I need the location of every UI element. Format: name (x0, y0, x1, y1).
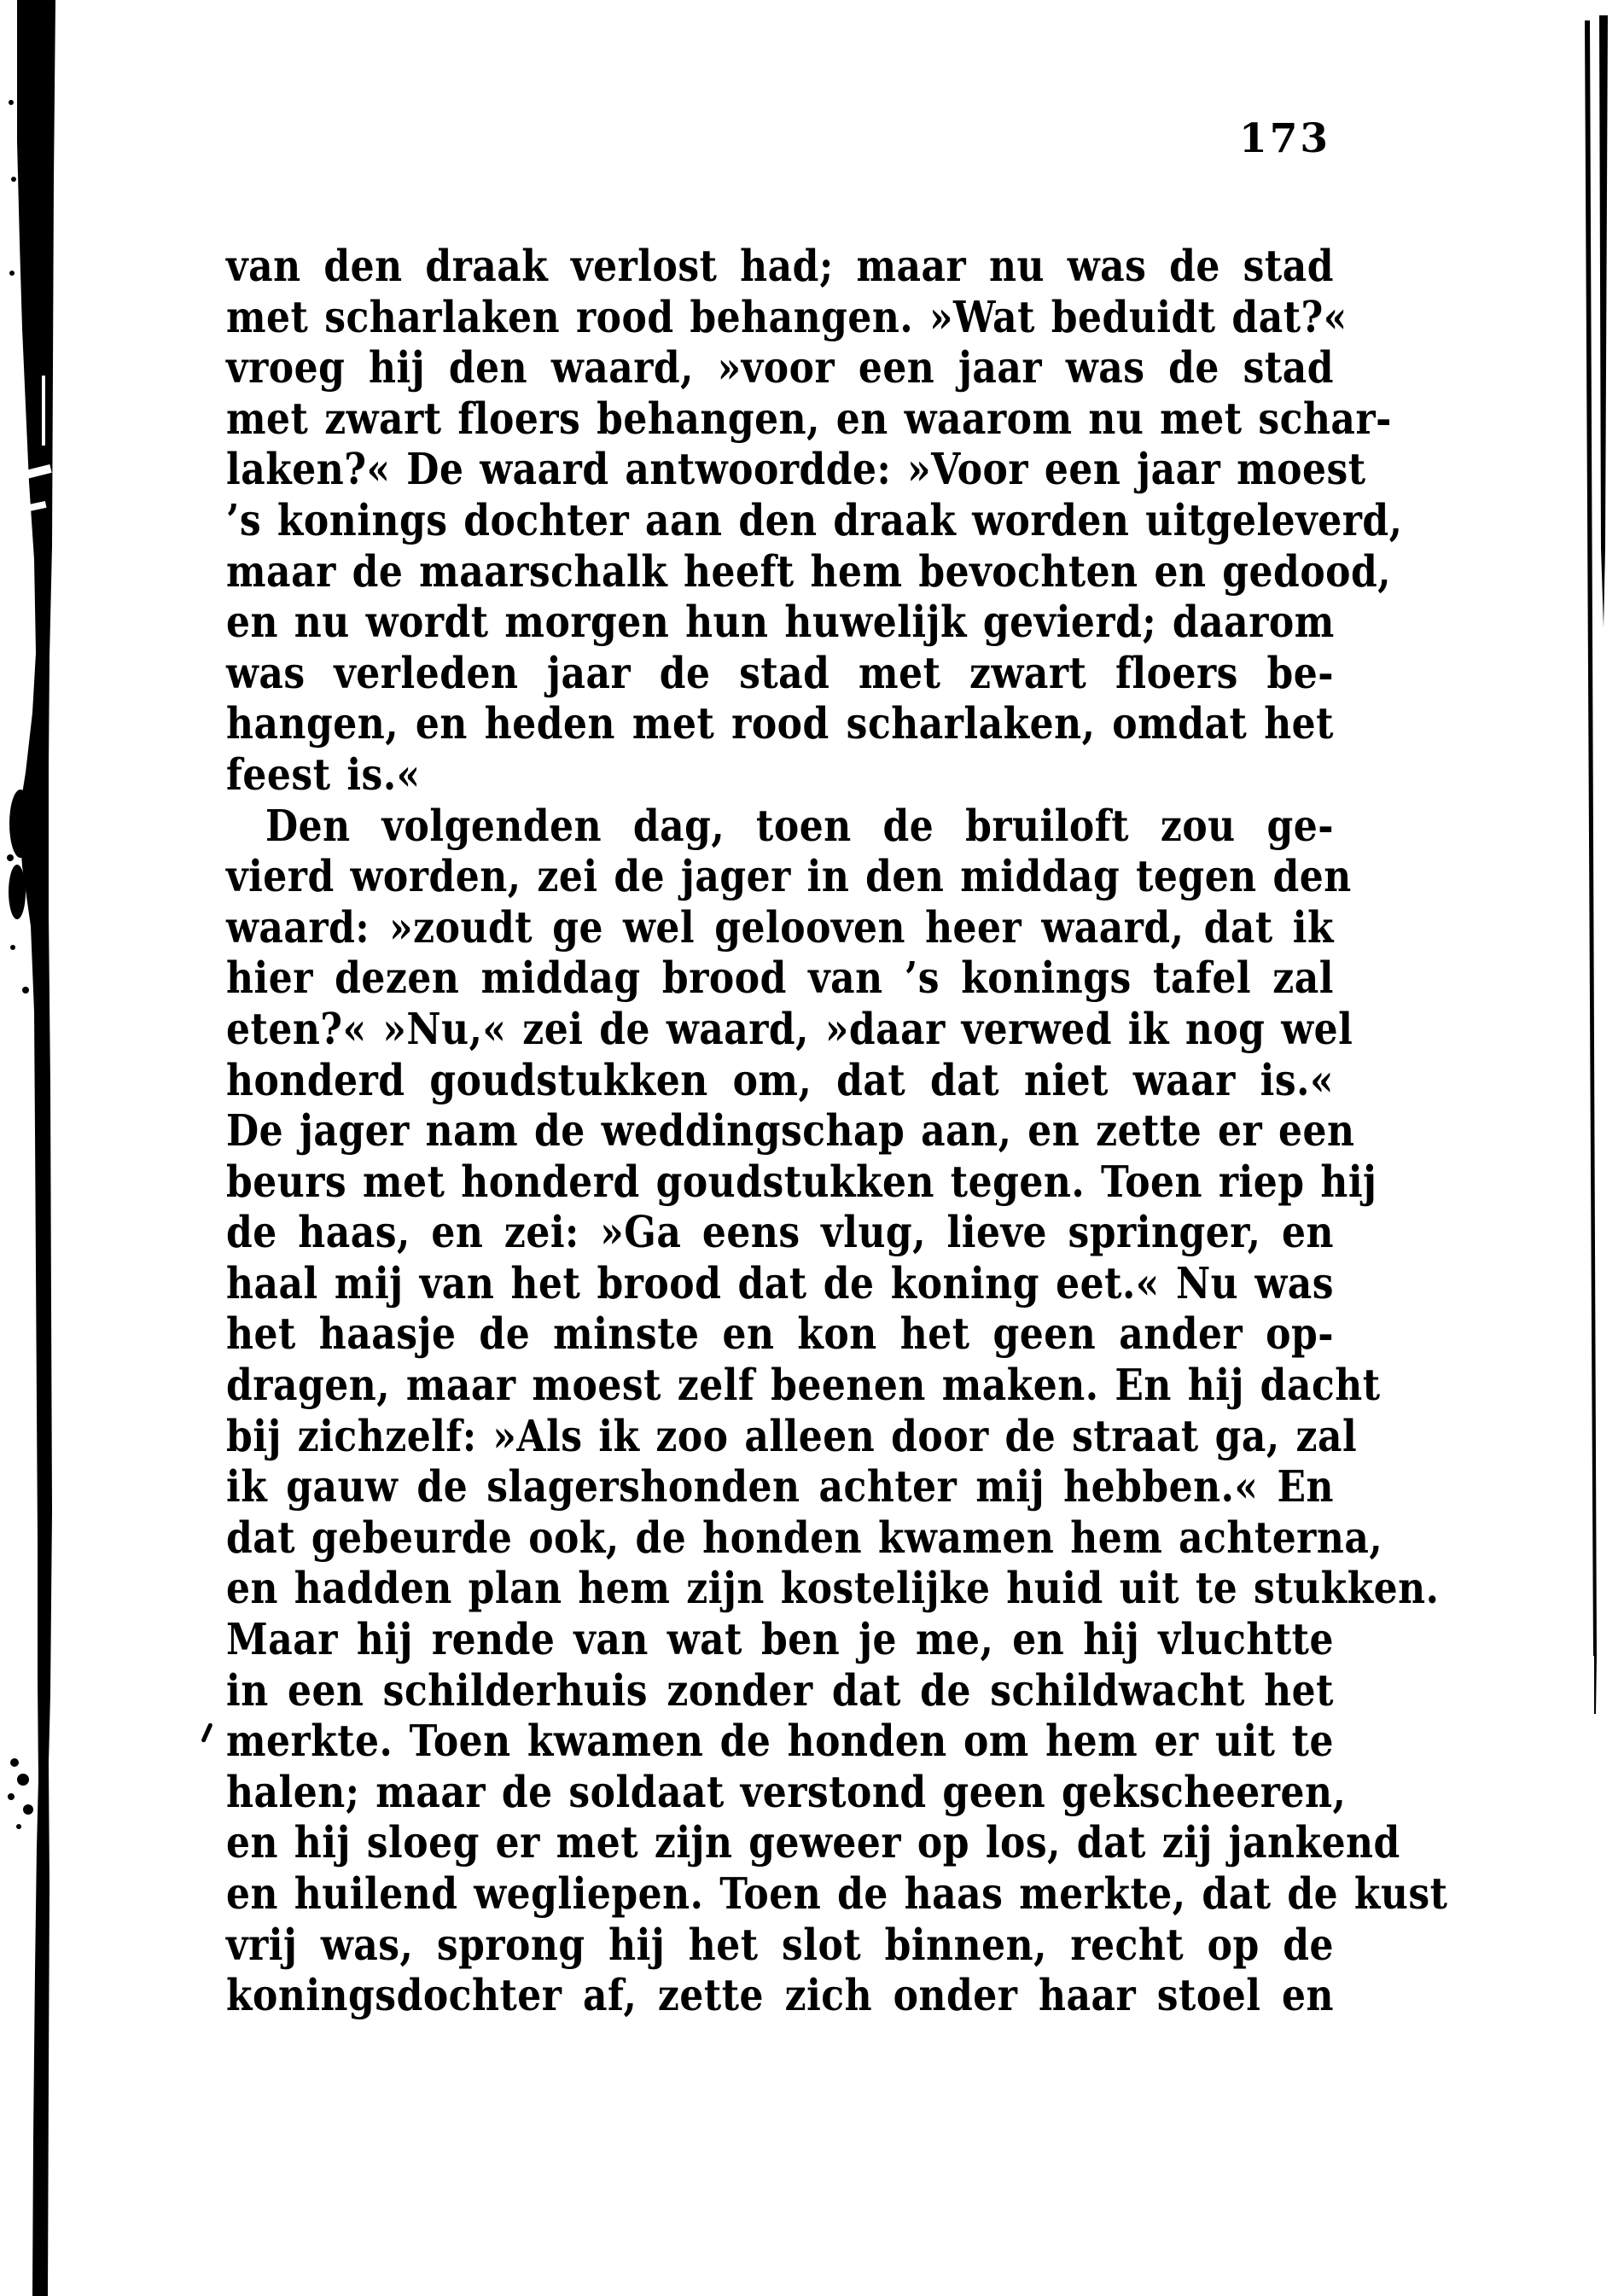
text-line: Den volgenden dag, toen de bruiloft zou ge- (265, 801, 1334, 852)
text-line: waard: »zoudt ge wel gelooven heer waard, dat ik (226, 903, 1334, 953)
text-line: De jager nam de weddingschap aan, en zette er een (226, 1106, 1355, 1157)
text-line: en hij sloeg er met zijn geweer op los, dat zij jankend (226, 1818, 1400, 1868)
text-line: van den draak verlost had; maar nu was de stad (226, 242, 1334, 292)
text-line: koningsdochter af, zette zich onder haar stoel en (226, 1971, 1334, 2021)
text-line: honderd goudstukken om, dat dat niet waar is.« (226, 1055, 1334, 1106)
text-line: hier dezen middag brood van ’s konings tafel zal (226, 953, 1334, 1004)
text-line: maar de maarschalk heeft hem bevochten en gedood, (226, 546, 1392, 597)
text-line: bij zichzelf: »Als ik zoo alleen door de straat ga, zal (226, 1412, 1358, 1462)
text-line: met zwart floers behangen, en waarom nu met schar- (226, 394, 1392, 445)
text-line: de haas, en zei: »Ga eens vlug, lieve springer, en (226, 1208, 1334, 1258)
text-line: en huilend wegliepen. Toen de haas merkte, dat de kust (226, 1869, 1448, 1920)
text-line: dragen, maar moest zelf beenen maken. En hij dacht (226, 1361, 1381, 1411)
text-line: beurs met honderd goudstukken tegen. Toen riep hij (226, 1157, 1377, 1208)
text-line: met scharlaken rood behangen. »Wat beduidt dat?« (226, 292, 1348, 343)
text-line: was verleden jaar de stad met zwart floers be- (226, 649, 1334, 699)
page-edge-rules (1573, 0, 1624, 1792)
page-number: 173 (1239, 115, 1331, 162)
text-line: vrij was, sprong hij het slot binnen, recht op de (226, 1920, 1334, 1971)
text-line: in een schilderhuis zonder dat de schildwacht het (226, 1666, 1334, 1716)
text-line: en nu wordt morgen hun huwelijk gevierd; daarom (226, 597, 1335, 648)
text-line: dat gebeurde ook, de honden kwamen hem achterna, (226, 1513, 1383, 1564)
text-line: eten?« »Nu,« zei de waard, »daar verwed ik nog wel (226, 1005, 1353, 1055)
text-line: vierd worden, zei de jager in den middag tegen den (226, 852, 1352, 902)
text-line: ’s konings dochter aan den draak worden uitgeleverd, (226, 496, 1403, 546)
text-line: en hadden plan hem zijn kostelijke huid uit te stukken. (226, 1564, 1440, 1614)
text-line: Maar hij rende van wat ben je me, en hij vluchtte (226, 1615, 1334, 1665)
text-line: feest is.« (226, 750, 421, 801)
ink-speck-artifact (201, 1722, 212, 1743)
text-line: het haasje de minste en kon het geen ander op- (226, 1309, 1334, 1360)
text-line: ik gauw de slagershonden achter mij hebben.« En (226, 1462, 1334, 1512)
text-block (226, 242, 1448, 2022)
text-line: haal mij van het brood dat de koning eet.« Nu was (226, 1259, 1334, 1309)
text-line: vroeg hij den waard, »voor een jaar was de stad (226, 343, 1334, 393)
text-line: merkte. Toen kwamen de honden om hem er uit te (226, 1716, 1334, 1767)
text-line: laken?« De waard antwoordde: »Voor een jaar moest (226, 445, 1366, 495)
text-line: halen; maar de soldaat verstond geen gekscheeren, (226, 1768, 1347, 1818)
binding-shadow-artifact (0, 0, 77, 2296)
text-line: hangen, en heden met rood scharlaken, omdat het (226, 699, 1334, 749)
